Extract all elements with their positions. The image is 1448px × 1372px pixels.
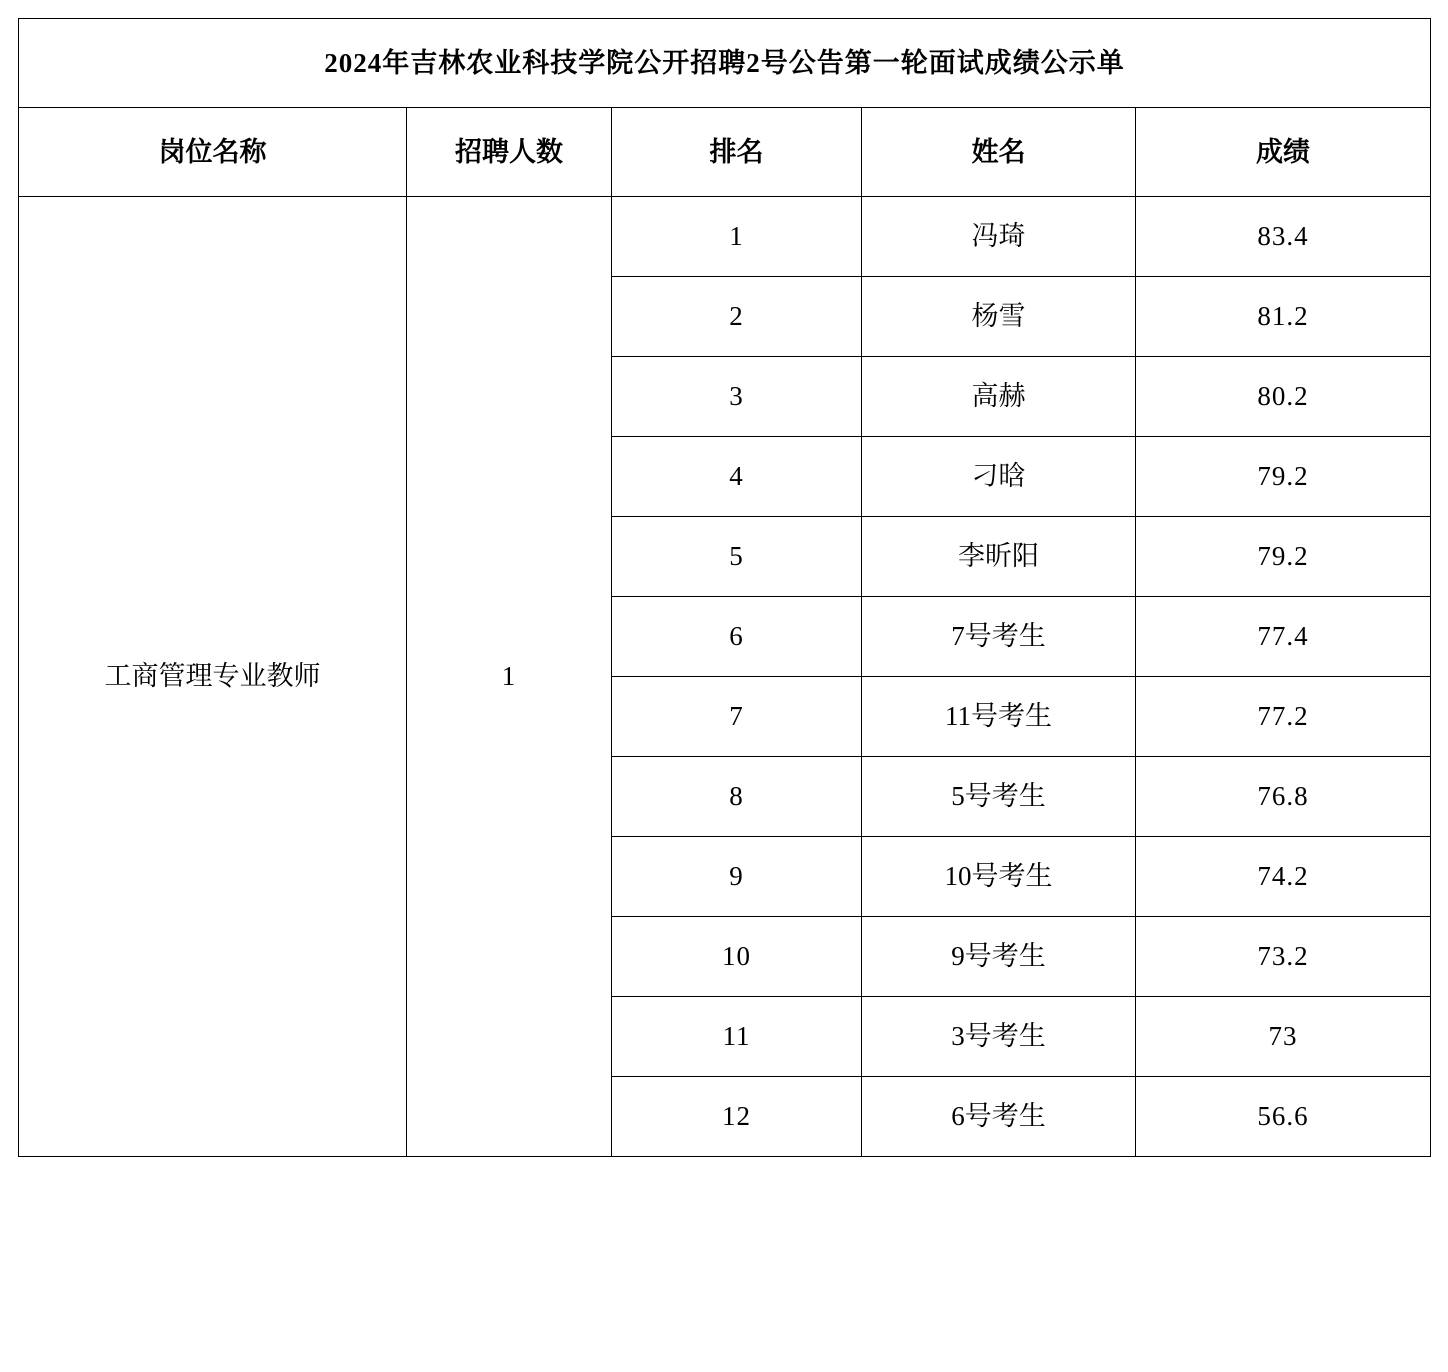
score-cell: 79.2 <box>1136 437 1431 517</box>
rank-cell: 12 <box>612 1077 862 1157</box>
rank-cell: 1 <box>612 197 862 277</box>
score-cell: 77.4 <box>1136 597 1431 677</box>
name-cell: 6号考生 <box>862 1077 1136 1157</box>
name-cell: 冯琦 <box>862 197 1136 277</box>
rank-cell: 11 <box>612 997 862 1077</box>
score-cell: 77.2 <box>1136 677 1431 757</box>
table-row <box>19 197 1431 277</box>
score-cell: 80.2 <box>1136 357 1431 437</box>
name-cell: 11号考生 <box>862 677 1136 757</box>
page-title: 2024年吉林农业科技学院公开招聘2号公告第一轮面试成绩公示单 <box>19 19 1431 108</box>
score-cell: 56.6 <box>1136 1077 1431 1157</box>
title-row <box>19 19 1431 108</box>
score-cell: 73 <box>1136 997 1431 1077</box>
score-table <box>18 18 1431 1157</box>
table-body <box>19 19 1431 1157</box>
rank-cell: 3 <box>612 357 862 437</box>
rank-cell: 7 <box>612 677 862 757</box>
rank-cell: 6 <box>612 597 862 677</box>
name-cell: 3号考生 <box>862 997 1136 1077</box>
score-cell: 74.2 <box>1136 837 1431 917</box>
name-cell: 高赫 <box>862 357 1136 437</box>
name-cell: 10号考生 <box>862 837 1136 917</box>
name-cell: 5号考生 <box>862 757 1136 837</box>
rank-cell: 2 <box>612 277 862 357</box>
column-header-count: 招聘人数 <box>407 108 612 197</box>
score-cell: 81.2 <box>1136 277 1431 357</box>
rank-cell: 8 <box>612 757 862 837</box>
score-cell: 76.8 <box>1136 757 1431 837</box>
column-header-score: 成绩 <box>1136 108 1431 197</box>
name-cell: 杨雪 <box>862 277 1136 357</box>
score-cell: 83.4 <box>1136 197 1431 277</box>
column-header-name: 姓名 <box>862 108 1136 197</box>
score-cell: 73.2 <box>1136 917 1431 997</box>
name-cell: 李昕阳 <box>862 517 1136 597</box>
name-cell: 刁晗 <box>862 437 1136 517</box>
column-header-post: 岗位名称 <box>19 108 407 197</box>
column-header-rank: 排名 <box>612 108 862 197</box>
rank-cell: 10 <box>612 917 862 997</box>
score-cell: 79.2 <box>1136 517 1431 597</box>
name-cell: 9号考生 <box>862 917 1136 997</box>
recruit-count-cell: 1 <box>407 197 612 1157</box>
post-name-cell: 工商管理专业教师 <box>19 197 407 1157</box>
name-cell: 7号考生 <box>862 597 1136 677</box>
table-header-row <box>19 108 1431 197</box>
rank-cell: 4 <box>612 437 862 517</box>
rank-cell: 9 <box>612 837 862 917</box>
rank-cell: 5 <box>612 517 862 597</box>
